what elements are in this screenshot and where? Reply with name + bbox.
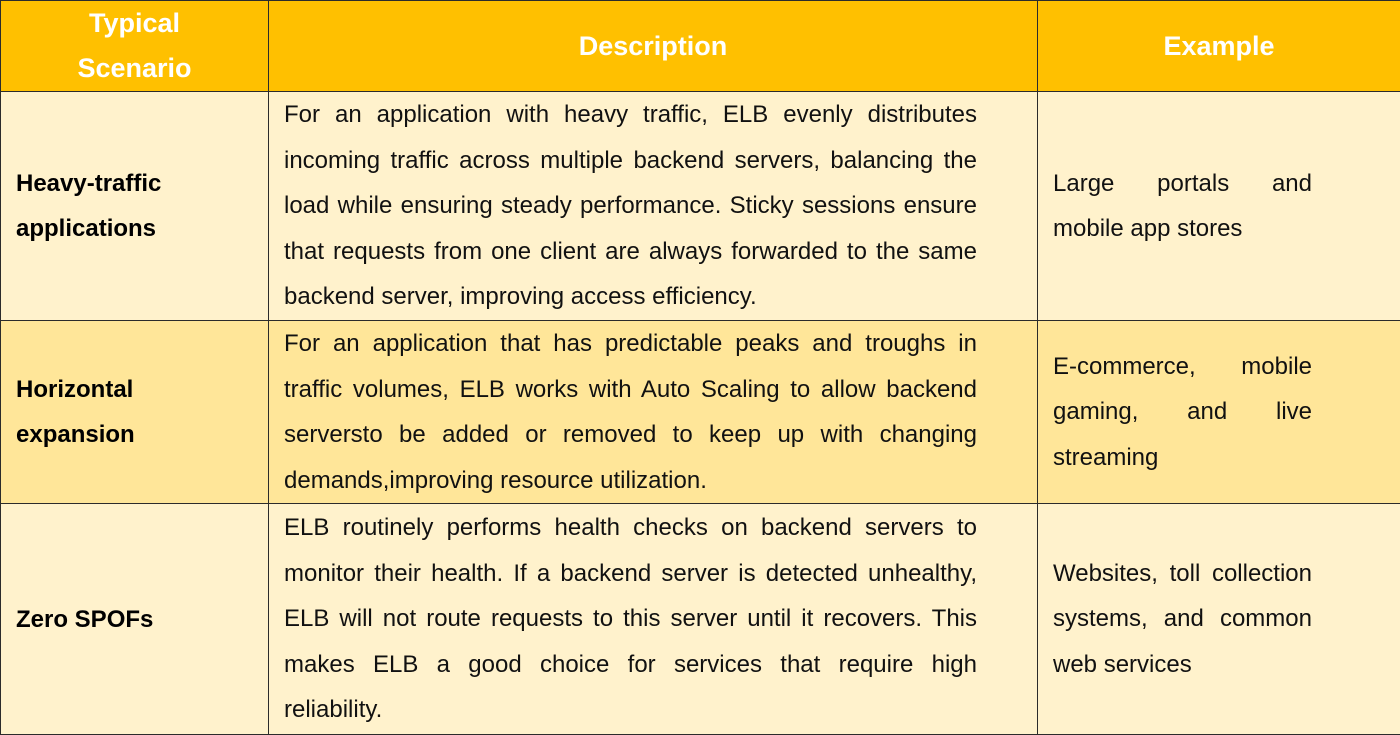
header-description: Description	[269, 1, 1038, 92]
description-cell: For an application with heavy traffic, ELB evenly distributes incoming traffic across multiple backend servers, balancing the load while ensuring steady performance. Sticky sessions ensure that requests from one client are always forwarded to the same backend server, improving access efficiency.	[269, 92, 1038, 321]
header-example: Example	[1038, 1, 1400, 92]
description-cell: For an application that has predictable peaks and troughs in traffic volumes, ELB works with Auto Scaling to allow backend serversto be added or removed to keep up with changing demands,improving resource utilization.	[269, 321, 1038, 504]
example-cell: Large portals and mobile app stores	[1038, 92, 1400, 321]
header-typical-scenario: Typical Scenario	[1, 1, 269, 92]
table-row	[1, 504, 1400, 735]
table-row	[1, 321, 1400, 504]
description-cell: ELB routinely performs health checks on backend servers to monitor their health. If a backend server is detected unhealthy, ELB will not route requests to this server until it recovers. This makes ELB a good choice for services that require high reliability.	[269, 504, 1038, 735]
example-cell: Websites, toll collection systems, and common web services	[1038, 504, 1400, 735]
scenario-cell: Horizontal expansion	[1, 321, 269, 504]
example-cell: E-commerce, mobile gaming, and live streaming	[1038, 321, 1400, 504]
table-row	[1, 92, 1400, 321]
header-row	[1, 1, 1400, 92]
scenario-cell: Zero SPOFs	[1, 504, 269, 735]
scenario-cell: Heavy-traffic applications	[1, 92, 269, 321]
